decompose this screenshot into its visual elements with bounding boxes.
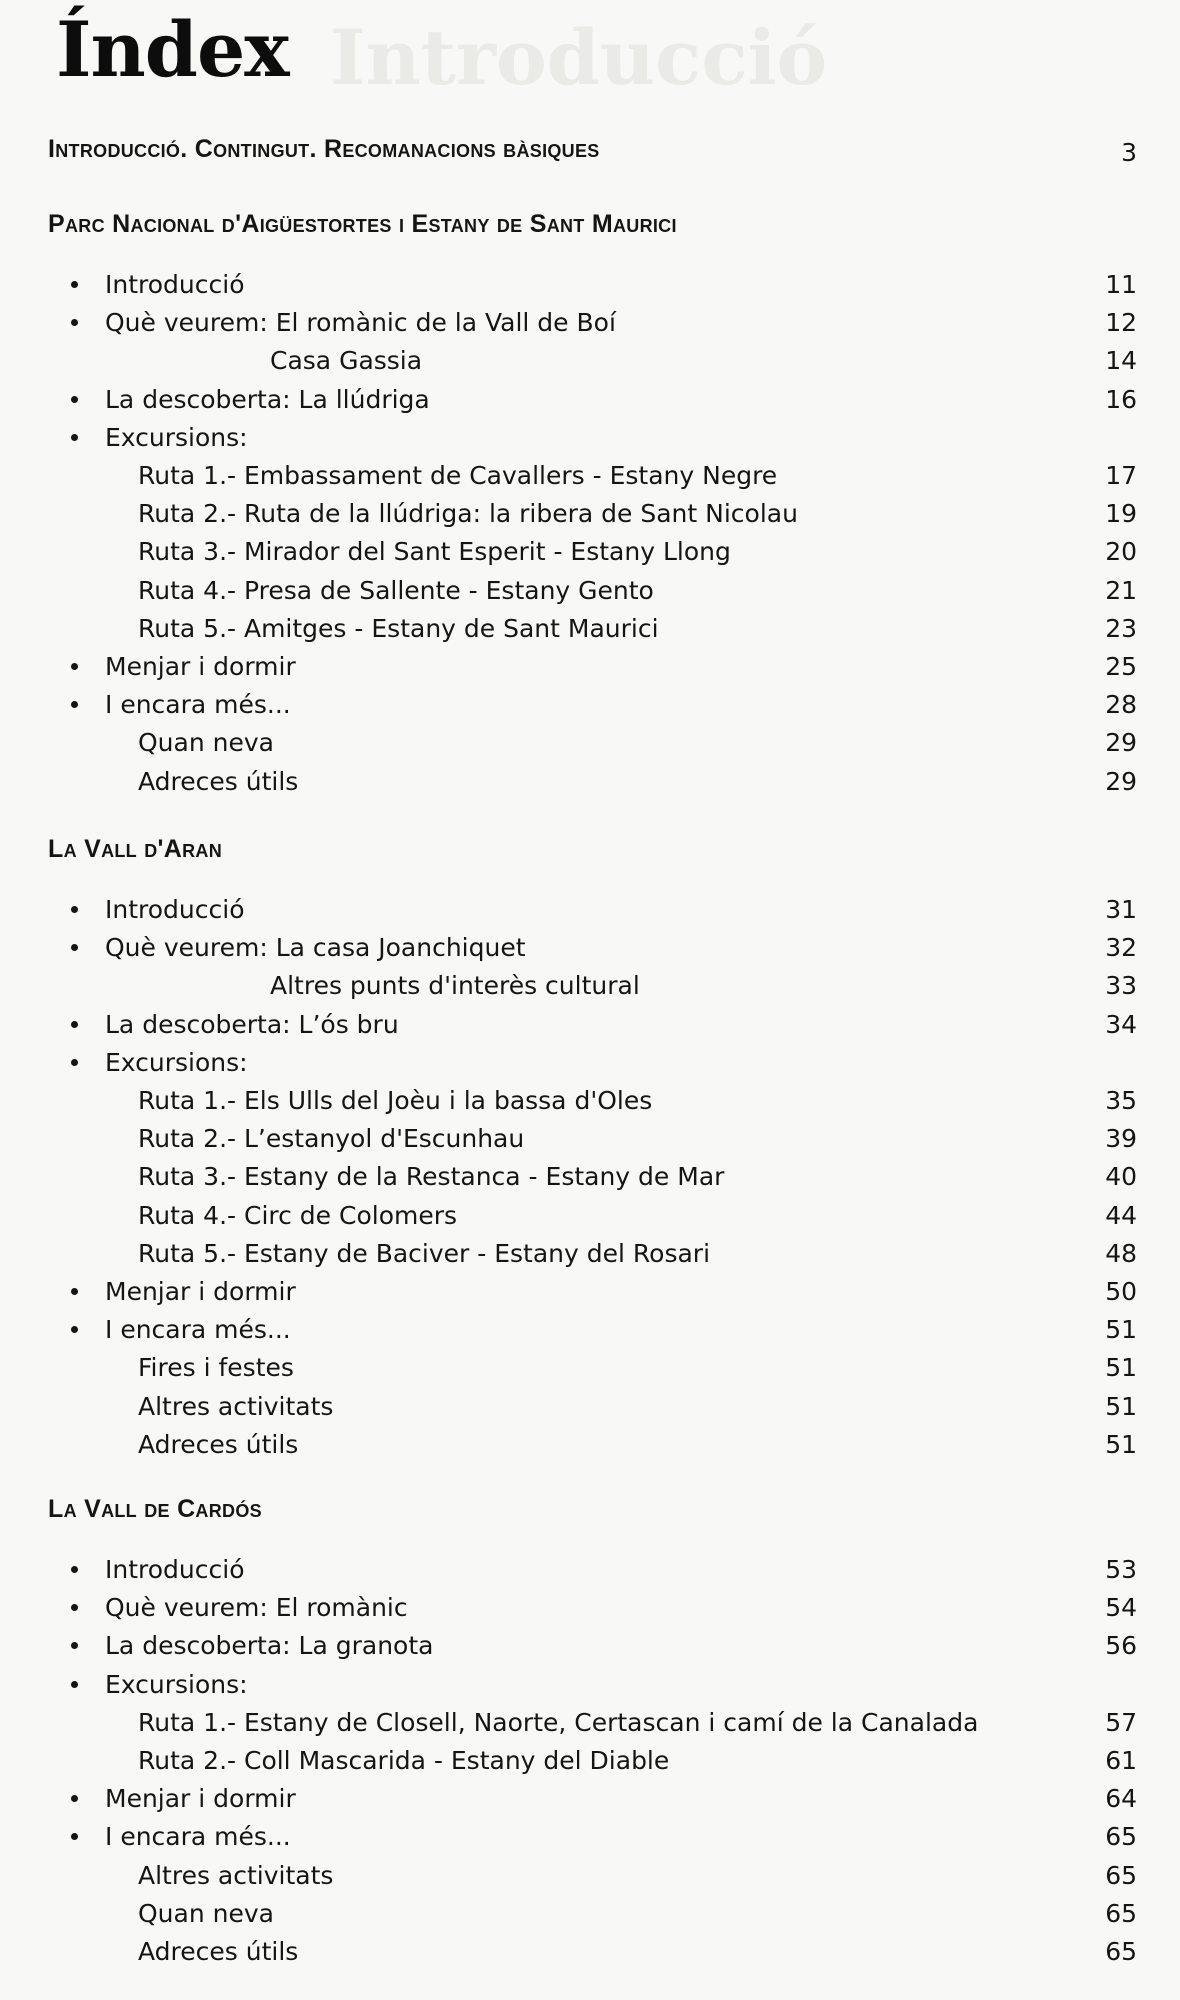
toc-entry <box>0 1627 1180 1665</box>
toc-entry-text: Ruta 1.- Els Ulls del Joèu i la bassa d'Oles <box>138 1086 653 1115</box>
toc-entry-text: Ruta 5.- Amitges - Estany de Sant Maurici <box>138 614 659 643</box>
page-number: 39 <box>1105 1124 1137 1153</box>
page-number: 48 <box>1105 1239 1137 1268</box>
page-number: 21 <box>1105 576 1137 605</box>
page-number: 28 <box>1105 690 1137 719</box>
bullet-icon <box>71 1833 78 1840</box>
toc-entry-text: Quan neva <box>138 728 274 757</box>
toc-entry-text: Ruta 2.- L’estanyol d'Escunhau <box>138 1124 525 1153</box>
page-title: Índex <box>56 5 289 94</box>
toc-entry-text: Excursions: <box>105 1048 248 1077</box>
toc-entry <box>0 1857 1180 1895</box>
bullet-icon <box>71 1326 78 1333</box>
toc-entry-text: Altres activitats <box>138 1861 334 1890</box>
page-number: 25 <box>1105 652 1137 681</box>
toc-entry <box>0 572 1180 610</box>
page-number: 23 <box>1105 614 1137 643</box>
toc-entry-text: Què veurem: El romànic de la Vall de Boí <box>105 308 616 337</box>
toc-entry-text: Altres punts d'interès cultural <box>270 971 640 1000</box>
toc-entry-text: Altres activitats <box>138 1392 334 1421</box>
toc-entry-text: I encara més... <box>105 1315 291 1344</box>
toc-entry-text: Menjar i dormir <box>105 1784 296 1813</box>
toc-entry <box>0 1044 1180 1082</box>
page-number: 65 <box>1105 1937 1137 1966</box>
toc-entry-text: La descoberta: L’ós bru <box>105 1010 399 1039</box>
toc-entry <box>0 891 1180 929</box>
section-heading-text: La Vall de Cardós <box>48 1495 262 1523</box>
section-heading <box>0 205 1180 243</box>
toc-entry <box>0 967 1180 1005</box>
bullet-icon <box>71 1566 78 1573</box>
toc-entry <box>0 1158 1180 1196</box>
toc-entry-text: Fires i festes <box>138 1353 294 1382</box>
bullet-icon <box>71 1021 78 1028</box>
bullet-icon <box>71 663 78 670</box>
bullet-icon <box>71 1604 78 1611</box>
toc-entry <box>0 1120 1180 1158</box>
toc-entry <box>0 304 1180 342</box>
toc-entry <box>0 1235 1180 1273</box>
toc-entry-text: Ruta 1.- Estany de Closell, Naorte, Certascan i camí de la Canalada <box>138 1708 979 1737</box>
toc-entry <box>0 1704 1180 1742</box>
toc-entry <box>0 419 1180 457</box>
toc-entry <box>0 1666 1180 1704</box>
toc-entry <box>0 381 1180 419</box>
bullet-icon <box>71 396 78 403</box>
toc-entry <box>0 1742 1180 1780</box>
toc-entry <box>0 929 1180 967</box>
toc-entry <box>0 1818 1180 1856</box>
section-heading-text: Parc Nacional d'Aigüestortes i Estany de Sant Maurici <box>48 210 677 238</box>
toc-entry-text: Adreces útils <box>138 1937 299 1966</box>
page-number: 40 <box>1105 1162 1137 1191</box>
page-number: 53 <box>1105 1555 1137 1584</box>
toc-entry <box>0 1780 1180 1818</box>
page-number: 16 <box>1105 385 1137 414</box>
toc-entry-text: Ruta 5.- Estany de Baciver - Estany del Rosari <box>138 1239 711 1268</box>
toc-entry-text: Introducció <box>105 1555 245 1584</box>
page-number: 19 <box>1105 499 1137 528</box>
toc-entry <box>0 648 1180 686</box>
toc-entry-text: Adreces útils <box>138 767 299 796</box>
toc-entry-text: Adreces útils <box>138 1430 299 1459</box>
page-number: 54 <box>1105 1593 1137 1622</box>
page-number: 64 <box>1105 1784 1137 1813</box>
toc-entry <box>0 1895 1180 1933</box>
bullet-icon <box>71 319 78 326</box>
bullet-icon <box>71 906 78 913</box>
toc-entry-text: Què veurem: El romànic <box>105 1593 408 1622</box>
toc-entry <box>0 266 1180 304</box>
bullet-icon <box>71 434 78 441</box>
toc-entry-text: Ruta 4.- Circ de Colomers <box>138 1201 458 1230</box>
toc-entry <box>0 1426 1180 1464</box>
toc-entry-text: Ruta 4.- Presa de Sallente - Estany Gento <box>138 576 654 605</box>
toc-entry <box>0 724 1180 762</box>
bullet-icon <box>71 944 78 951</box>
page-number: 33 <box>1105 971 1137 1000</box>
page-number: 65 <box>1105 1822 1137 1851</box>
toc-entry-text: Excursions: <box>105 423 248 452</box>
bullet-icon <box>71 1642 78 1649</box>
page-number: 3 <box>1121 138 1137 167</box>
toc-entry-text: Casa Gassia <box>270 346 423 375</box>
toc-entry <box>0 1197 1180 1235</box>
toc-entry-text: I encara més... <box>105 690 291 719</box>
page-number: 12 <box>1105 308 1137 337</box>
page-number: 61 <box>1105 1746 1137 1775</box>
page-number: 51 <box>1105 1315 1137 1344</box>
page-number: 32 <box>1105 933 1137 962</box>
toc-entry <box>0 457 1180 495</box>
toc-entry <box>0 533 1180 571</box>
bullet-icon <box>71 701 78 708</box>
page-number: 29 <box>1105 767 1137 796</box>
bullet-icon <box>71 1288 78 1295</box>
bullet-icon <box>71 1795 78 1802</box>
section-heading <box>0 830 1180 868</box>
toc-entry <box>0 1551 1180 1589</box>
page-number: 56 <box>1105 1631 1137 1660</box>
toc-entry <box>0 763 1180 801</box>
toc-entry-text: Introducció <box>105 895 245 924</box>
page-number: 31 <box>1105 895 1137 924</box>
toc-entry <box>0 1589 1180 1627</box>
toc-entry-text: Introducció <box>105 270 245 299</box>
toc-entry <box>0 342 1180 380</box>
page-number: 57 <box>1105 1708 1137 1737</box>
page-number: 11 <box>1105 270 1137 299</box>
page-number: 34 <box>1105 1010 1137 1039</box>
toc-entry-text: La descoberta: La granota <box>105 1631 434 1660</box>
page-number: 14 <box>1105 346 1137 375</box>
toc-entry <box>0 1082 1180 1120</box>
toc-entry-text: Què veurem: La casa Joanchiquet <box>105 933 526 962</box>
toc-entry-text: La descoberta: La llúdriga <box>105 385 430 414</box>
toc-entry <box>0 686 1180 724</box>
page-number: 50 <box>1105 1277 1137 1306</box>
toc-entry <box>0 1273 1180 1311</box>
section-heading-text: Introducció. Contingut. Recomanacions bàsiques <box>48 135 600 163</box>
toc-entry-text: Ruta 2.- Ruta de la llúdriga: la ribera de Sant Nicolau <box>138 499 798 528</box>
bullet-icon <box>71 1681 78 1688</box>
page-number: 17 <box>1105 461 1137 490</box>
section-heading <box>0 130 1180 168</box>
page-number: 51 <box>1105 1392 1137 1421</box>
toc-entry-text: Ruta 3.- Estany de la Restanca - Estany de Mar <box>138 1162 725 1191</box>
page-number: 20 <box>1105 537 1137 566</box>
page-number: 51 <box>1105 1353 1137 1382</box>
toc-entry <box>0 1311 1180 1349</box>
page-number: 51 <box>1105 1430 1137 1459</box>
toc-entry <box>0 1388 1180 1426</box>
toc-entry-text: Menjar i dormir <box>105 652 296 681</box>
section-heading-text: La Vall d'Aran <box>48 835 223 863</box>
bullet-icon <box>71 1059 78 1066</box>
page-number: 29 <box>1105 728 1137 757</box>
toc-entry <box>0 1349 1180 1387</box>
page-number: 35 <box>1105 1086 1137 1115</box>
toc-entry-text: Ruta 2.- Coll Mascarida - Estany del Diable <box>138 1746 670 1775</box>
toc-entry-text: Menjar i dormir <box>105 1277 296 1306</box>
section-heading <box>0 1490 1180 1528</box>
toc-entry-text: Ruta 1.- Embassament de Cavallers - Estany Negre <box>138 461 778 490</box>
page-number: 44 <box>1105 1201 1137 1230</box>
toc-entry-text: Quan neva <box>138 1899 274 1928</box>
toc-entry-text: I encara més... <box>105 1822 291 1851</box>
bleed-through-text: Introducció <box>330 13 828 102</box>
toc-entry-text: Ruta 3.- Mirador del Sant Esperit - Estany Llong <box>138 537 731 566</box>
toc-entry <box>0 495 1180 533</box>
page-number: 65 <box>1105 1899 1137 1928</box>
toc-entry <box>0 1933 1180 1971</box>
toc-entry-text: Excursions: <box>105 1670 248 1699</box>
toc-entry <box>0 1006 1180 1044</box>
toc-entry <box>0 610 1180 648</box>
page-number: 65 <box>1105 1861 1137 1890</box>
bullet-icon <box>71 281 78 288</box>
